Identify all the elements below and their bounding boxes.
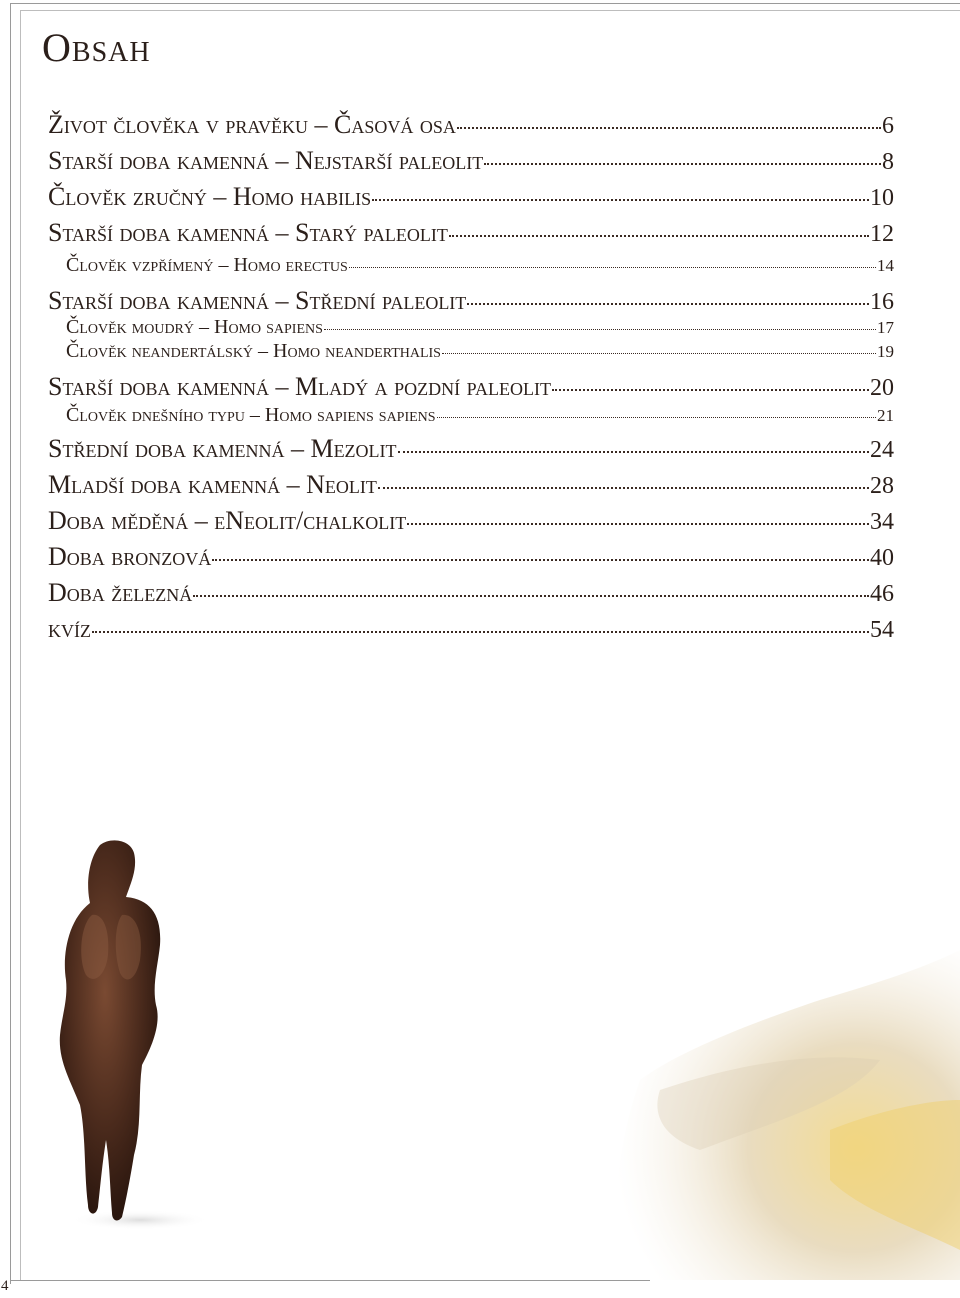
toc-entry-label: Člověk moudrý – Homo sapiens [66, 316, 323, 338]
toc-leader-dots [449, 235, 869, 237]
toc-leader-dots [484, 163, 881, 165]
toc-entry-page: 19 [877, 342, 894, 361]
toc-entry[interactable] [48, 340, 894, 363]
toc-entry[interactable] [48, 218, 894, 248]
page-number: 4 [1, 1278, 9, 1294]
toc-entry[interactable] [48, 182, 894, 212]
toc-entry-label: Člověk neandertálský – Homo neanderthalis [66, 340, 441, 362]
toc-entry[interactable] [48, 404, 894, 427]
toc-entry[interactable] [48, 286, 894, 316]
toc-entry-page: 21 [877, 406, 894, 425]
toc-entry-page: 34 [870, 509, 894, 535]
toc-entry[interactable] [48, 254, 894, 277]
toc-entry-page: 54 [870, 617, 894, 643]
toc-entry-label: Doba měděná – eNeolit/chalkolit [48, 506, 407, 535]
watercolor-decoration [600, 950, 960, 1280]
toc-entry-label: Starší doba kamenná – Mladý a pozdní paleolit [48, 372, 551, 401]
toc-entry-label: kvíz [48, 614, 91, 643]
toc-leader-dots [552, 389, 869, 391]
toc-entry-page: 14 [877, 256, 894, 275]
toc-entry-page: 20 [870, 375, 894, 401]
toc-entry-label: Člověk vzpřímený – Homo erectus [66, 254, 348, 276]
toc-leader-dots [324, 329, 876, 330]
toc-leader-dots [212, 559, 869, 561]
toc-leader-dots [457, 127, 881, 129]
toc-leader-dots [372, 199, 869, 201]
toc-entry-label: Člověk dnešního typu – Homo sapiens sapiens [66, 404, 436, 426]
toc-entry-label: Doba železná [48, 578, 193, 607]
toc-entry[interactable] [48, 542, 894, 572]
toc-entry-page: 40 [870, 545, 894, 571]
toc-leader-dots [398, 451, 869, 453]
toc-entry-label: Člověk zručný – Homo habilis [48, 182, 372, 211]
toc-leader-dots [378, 487, 869, 489]
toc-leader-dots [407, 523, 869, 525]
toc-entry-page: 16 [870, 289, 894, 315]
toc-entry[interactable] [48, 146, 894, 176]
page-frame-bottom-line [10, 1280, 650, 1281]
toc-entry[interactable] [48, 614, 894, 644]
toc-entry-label: Mladší doba kamenná – Neolit [48, 470, 377, 499]
toc-entry[interactable] [48, 110, 894, 140]
toc-entry[interactable] [48, 434, 894, 464]
toc-entry-label: Starší doba kamenná – Starý paleolit [48, 218, 448, 247]
venus-figurine-image [30, 835, 220, 1235]
toc-entry-page: 17 [877, 318, 894, 337]
toc-entry-page: 12 [870, 221, 894, 247]
toc-entry[interactable] [48, 506, 894, 536]
toc-entry[interactable] [48, 470, 894, 500]
toc-leader-dots [92, 631, 869, 633]
toc-entry-label: Život člověka v pravěku – Časová osa [48, 110, 456, 139]
toc-entry-page: 8 [882, 149, 894, 175]
toc-leader-dots [349, 267, 876, 268]
toc-entry-page: 6 [882, 113, 894, 139]
toc-entry[interactable] [48, 578, 894, 608]
page-title: Obsah [42, 25, 151, 70]
toc-entry-page: 24 [870, 437, 894, 463]
toc-leader-dots [442, 353, 876, 354]
toc-entry-page: 28 [870, 473, 894, 499]
toc-entry-label: Doba bronzová [48, 542, 212, 571]
toc-leader-dots [437, 417, 876, 418]
toc-entry-label: Starší doba kamenná – Střední paleolit [48, 286, 467, 315]
toc-entry-label: Střední doba kamenná – Mezolit [48, 434, 397, 463]
toc-entry[interactable] [48, 372, 894, 402]
toc-leader-dots [193, 595, 869, 597]
toc-entry[interactable] [48, 316, 894, 339]
toc-entry-label: Starší doba kamenná – Nejstarší paleolit [48, 146, 484, 175]
toc-entry-page: 10 [870, 185, 894, 211]
toc-leader-dots [467, 303, 869, 305]
toc-entry-page: 46 [870, 581, 894, 607]
